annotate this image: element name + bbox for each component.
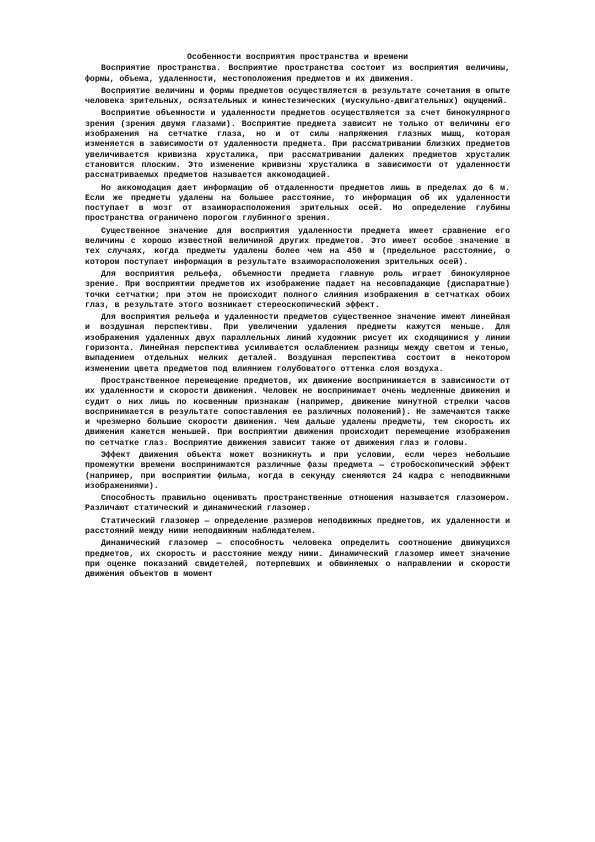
paragraph-perspective: Для восприятия рельефа и удаленности предметов существенное значение имеют линейная и воздушная перспективы. При увеличении удаления предметы кажутся меньше. Для изображения удаленных двух параллельных линий художник рисует их сходящимися у линии горизонта. Линейная перспектива усиливается ослаблением разницы между светом и тенью, выпадением отдельных мелких деталей. Воздушная перспектива состоит в некотором изменении цвета предметов под влиянием голубоватого оттенка слоя воздуха. (85, 313, 510, 374)
paragraph-accommodation: Но аккомодация дает информацию об отдаленности предметов лишь в пределах до 6 м. Если же предметы удалены на большее расстояние, то информация об их удаленности поступает в мозг от взаиморасположения зрительных осей. Но определение глубины пространства ограничено порогом глубинного зрения. (85, 183, 510, 224)
paragraph-dynamic-eye-measure: Динамический глазомер — способность человека определить соотношение движущихся предметов, их скорость и расстояние между ними. Динамический глазомер имеет значение при оценке показаний свидетелей, потерпевших и обвиняемых о направлении и скорости движения объектов в момент (85, 539, 510, 580)
paragraph-space-perception: Восприятие пространства. Восприятие пространства состоит из восприятия величины, формы, объема, удаленности, местоположения предметов и их движения. (85, 64, 510, 84)
paragraph-size-comparison: Существенное значение для восприятия удаленности предмета имеет сравнение его величины с хорошо известной величиной других предметов. Это имеет особое значение в тех случаях, когда предметы удалены более чем на 450 м (предельное расстояние, о котором поступает информация в результате взаиморасположения зрительных осей). (85, 226, 510, 267)
document-page (85, 53, 510, 833)
paragraph-stroboscopic-effect: Эффект движения объекта может возникнуть и при условии, если через небольшие промежутки времени воспринимаются различные фазы предмета — стробоскопический эффект (например, при восприятии фильма, когда в секунду сменяются 24 кадра с неподвижными изображениями). (85, 450, 510, 491)
document-title: Особенности восприятия пространства и времени (186, 53, 409, 62)
paragraph-motion-perception: Пространственное перемещение предметов, их движение воспринимается в зависимости от их удаленности и скорости движения. Человек не воспринимает очень медленные движения и судит о них лишь по косвенным признакам (например, движение минутной стрелки часов воспринимается в результате сопоставления ее различных положений). Не замечаются также и чрезмерно большие скорости движения. Чем дальше удалены предметы, тем скорость их движения кажется меньшей. При восприятии движения происходит перемещение изображения по сетчатке глаз. Восприятие движения зависит также от движения глаз и головы. (85, 376, 510, 448)
paragraph-volume-distance: Восприятие объемности и удаленности предметов осуществляется за счет бинокулярного зрения (зрения двумя глазами). Восприятие предмета зависит не только от величины его изображения на сетчатке глаза, но и от силы напряжения глазных мышц, которая изменяется в зависимости от удаленности предмета. При рассматривании близких предметов увеличивается кривизна хрусталика, при рассматривании далеких предметов хрусталик становится плоским. Это изменение кривизны хрусталика в зависимости от удаленности рассматриваемых предметов называется аккомодацией. (85, 109, 510, 181)
paragraph-relief-binocular: Для восприятия рельефа, объемности предмета главную роль играет бинокулярное зрение. При восприятии предметов их изображение падает на несовпадающие (диспаратные) точки сетчатки; при этом не происходит полного слияния изображения в сетчатках обоих глаз, в результате этого возникает стереоскопический эффект. (85, 269, 510, 310)
paragraph-eye-measure: Способность правильно оценивать пространственные отношения называется глазомером. Различают статический и динамический глазомер. (85, 494, 510, 514)
paragraph-static-eye-measure: Статический глазомер — определение размеров неподвижных предметов, их удаленности и расстояний между ними неподвижным наблюдателем. (85, 516, 510, 537)
paragraph-size-form: Восприятие величины и формы предметов осуществляется в результате сочетания в опыте человека зрительных, осязательных и кинестезических (мускульно-двигательных) ощущений. (85, 86, 510, 107)
